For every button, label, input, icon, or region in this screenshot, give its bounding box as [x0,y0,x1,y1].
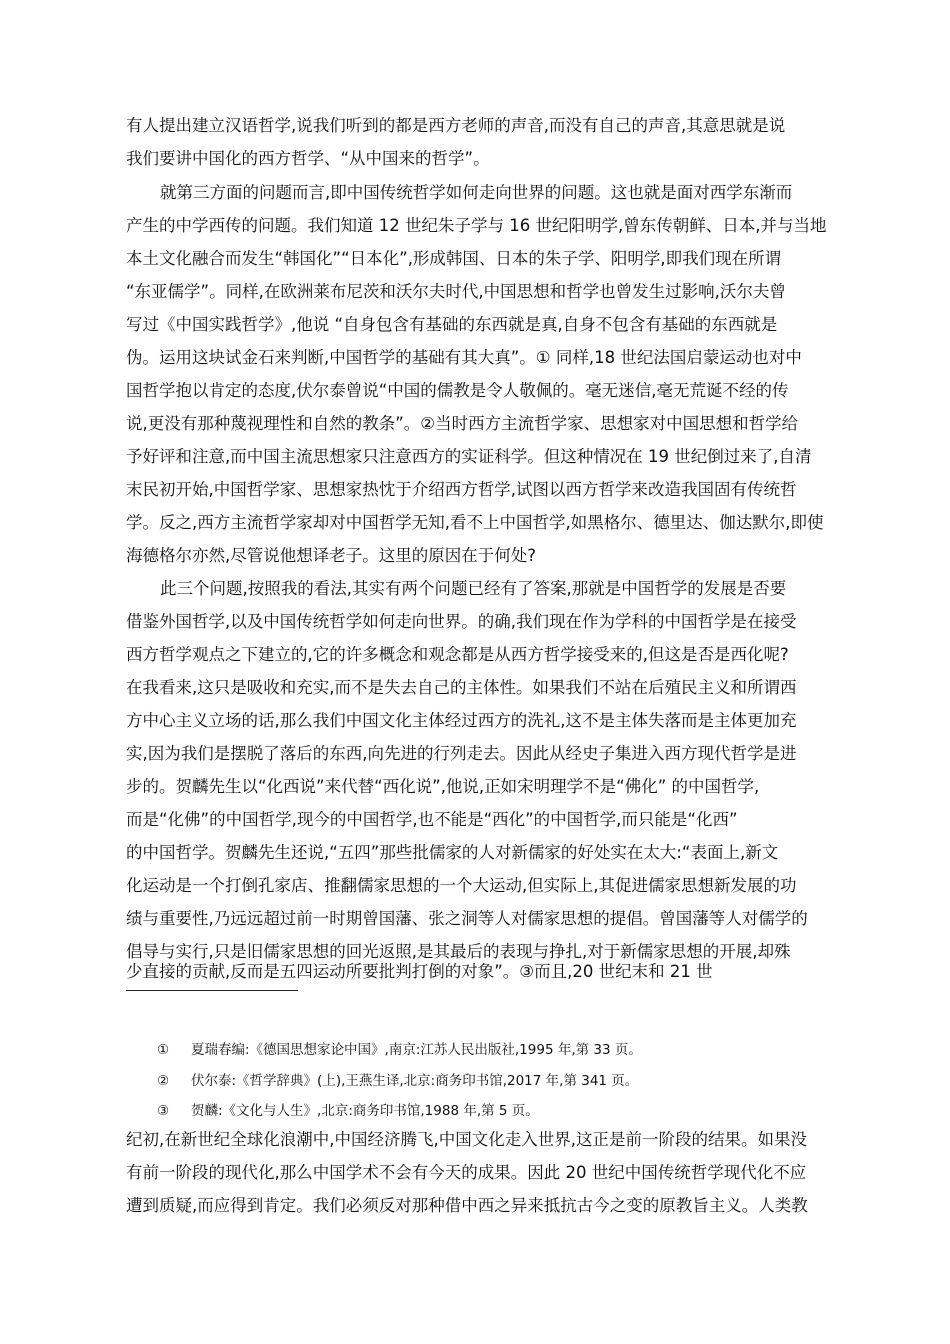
footnote-text: 伏尔泰:《哲学辞典》(上),王燕生译,北京:商务印书馆,2017 年,第 341 页。 [191,1073,639,1089]
body-line: 就第三方面的问题而言,即中国传统哲学如何走向世界的问题。这也就是面对西学东渐而 [160,183,793,202]
body-line: 产生的中学西传的问题。我们知道 12 世纪朱子学与 16 世纪阳明学,曾东传朝鲜、日本,并与当地 [126,216,827,235]
body-line: 倡导与实行,只是旧儒家思想的回光返照,是其最后的表现与挣扎,对于新儒家思想的开展,却殊 [126,942,791,961]
body-line: 绩与重要性,乃远远超过前一时期曾国藩、张之洞等人对儒家思想的提倡。曾国藩等人对儒学的 [126,909,808,928]
body-line: 而是“化佛”的中国哲学,现今的中国哲学,也不能是“西化”的中国哲学,而只能是“化西” [126,810,738,829]
footnote-separator [126,990,298,991]
body-line: 海德格尔亦然,尽管说他想译老子。这里的原因在于何处? [126,546,537,565]
footnote [157,1040,797,1060]
footnote-mark: ② [157,1073,170,1089]
body-line: 实,因为我们是摆脱了落后的东西,向先进的行列走去。因此从经史子集进入西方现代哲学是进 [126,744,797,763]
body-line: 写过《中国实践哲学》,他说 “自身包含有基础的东西就是真,自身不包含有基础的东西就是 [126,315,778,334]
body-line: “东亚儒学”。同样,在欧洲莱布尼茨和沃尔夫时代,中国思想和哲学也曾发生过影响,沃尔夫曾 [126,282,786,301]
body-line: 此三个问题,按照我的看法,其实有两个问题已经有了答案,那就是中国哲学的发展是否要 [160,579,787,598]
footnote [157,1101,797,1121]
footnote-mark: ③ [157,1103,170,1119]
body-line: 说,更没有那种蔑视理性和自然的教条”。②当时西方主流哲学家、思想家对中国思想和哲学给 [126,414,799,433]
body-line: 伪。运用这块试金石来判断,中国哲学的基础有其大真”。① 同样,18 世纪法国启蒙运动也对中 [126,348,802,367]
body-line: 我们要讲中国化的西方哲学、“从中国来的哲学”。 [126,149,490,168]
footnote-text: 贺麟:《文化与人生》,北京:商务印书馆,1988 年,第 5 页。 [191,1103,539,1119]
body-line: 步的。贺麟先生以“化西说”来代替“西化说”,他说,正如宋明理学不是“佛化” 的中国哲学, [126,777,760,796]
body-line: 国哲学抱以肯定的态度,伏尔泰曾说“中国的儒教是令人敬佩的。毫无迷信,毫无荒诞不经的传 [126,381,789,400]
body-line: 本土文化融合而发生“韩国化”“日本化”,形成韩国、日本的朱子学、阳明学,即我们现在所谓 [126,249,782,268]
body-line: 有人提出建立汉语哲学,说我们听到的都是西方老师的声音,而没有自己的声音,其意思就是说 [126,116,786,135]
body-line: 予好评和注意,而中国主流思想家只注意西方的实证科学。但这种情况在 19 世纪倒过来了,自清 [126,447,812,466]
footnote-text: 夏瑞春编:《德国思想家论中国》,南京:江苏人民出版社,1995 年,第 33 页。 [191,1042,642,1058]
body-line: 方中心主义立场的话,那么我们中国文化主体经过西方的洗礼,这不是主体失落而是主体更加充 [126,711,797,730]
body-line: 的中国哲学。贺麟先生还说,“五四”那些批儒家的人对新儒家的好处实在太大:“表面上,新文 [126,843,779,862]
body-line: 借鉴外国哲学,以及中国传统哲学如何走向世界。的确,我们现在作为学科的中国哲学是在接受 [126,612,797,631]
body-line: 学。反之,西方主流哲学家却对中国哲学无知,看不上中国哲学,如黑格尔、德里达、伽达默尔,即使 [126,513,824,532]
body-line: 在我看来,这只是吸收和充实,而不是失去自己的主体性。如果我们不站在后殖民主义和所谓西 [126,678,797,697]
body-line: 化运动是一个打倒孔家店、推翻儒家思想的一个大运动,但实际上,其促进儒家思想新发展的功 [126,876,797,895]
body-line: 遭到质疑,而应得到肯定。我们必须反对那种借中西之异来抵抗古今之变的原教旨主义。人类教 [126,1196,808,1215]
body-line: 少直接的贡献,反而是五四运动所要批判打倒的对象”。③而且,20 世纪末和 21 世 [126,962,713,981]
footnote-mark: ① [157,1042,170,1058]
body-line: 西方哲学观点之下建立的,它的许多概念和观念都是从西方哲学接受来的,但这是否是西化呢? [126,645,789,664]
body-line: 有前一阶段的现代化,那么中国学术不会有今天的成果。因此 20 世纪中国传统哲学现代化不应 [126,1163,807,1182]
footnote [157,1071,797,1091]
body-line: 纪初,在新世纪全球化浪潮中,中国经济腾飞,中国文化走入世界,这正是前一阶段的结果。如果没 [126,1130,807,1149]
body-line: 末民初开始,中国哲学家、思想家热忱于介绍西方哲学,试图以西方哲学来改造我国固有传统哲 [126,480,797,499]
